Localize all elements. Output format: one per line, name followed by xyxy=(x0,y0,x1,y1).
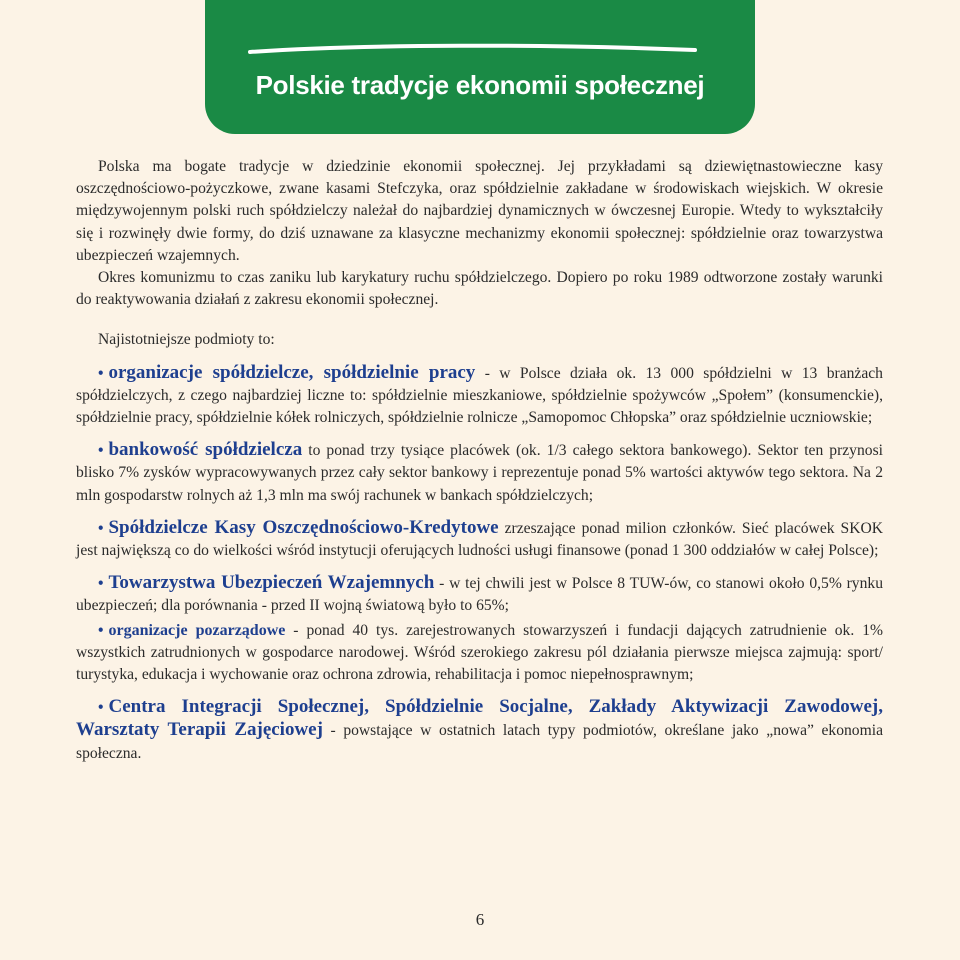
header-banner xyxy=(205,0,755,134)
document-body xyxy=(76,156,883,765)
list-heading: Najistotniejsze podmioty to: xyxy=(98,331,275,349)
bullet-icon: • xyxy=(98,575,104,593)
list-item-keyword: organizacje spółdzielcze, spółdzielnie pracy xyxy=(108,361,476,383)
page-number: 6 xyxy=(475,910,485,929)
list-item-keyword: Centra Integracji Społecznej, Spółdzielnie Socjalne, Zakłady Aktywizacji Zawodowej, Warsztaty Terapii Zajęciowej xyxy=(76,696,883,741)
intro-paragraph-2: Okres komunizmu to czas zaniku lub karykatury ruchu spółdzielczego. Dopiero po roku 1989 odtworzone zostały warunki do reaktywowania działań z zakresu ekonomii społecznej. xyxy=(76,269,883,309)
list-item-text: - powstające w ostatnich latach typy podmiotów, określane jako „nowa” ekonomia społeczna. xyxy=(76,722,883,762)
list-item xyxy=(76,517,883,562)
intro-paragraph: Polska ma bogate tradycje w dziedzinie ekonomii społecznej. Jej przykładami są dziewiętnastowieczne kasy oszczędnościowo-pożyczkowe, zwane kasami Stefczyka, oraz spółdzielnie zakładane w środowiskach wiejskich. W okresie międzywojennym polski ruch spółdzielczy należał do najbardziej dynamicznych w ówczesnej Europie. Wtedy to wykształciły się i rozwinęły dwie formy, do dziś uznawane za klasyczne mechanizmy ekonomii społecznej: spółdzielnie oraz towarzystwa ubezpieczeń wzajemnych. xyxy=(76,158,883,264)
list-item-keyword: Towarzystwa Ubezpieczeń Wzajemnych xyxy=(108,572,435,594)
list-item-text: - w Polsce działa ok. 13 000 spółdzielni w 13 branżach spółdzielczych, z czego najbardziej liczne to: spółdzielnie mieszkaniowe, spółdzielnie spożywców „Społem” (konsumenckie), spółdzielnie pracy, spółdzielnie kółek rolniczych, spółdzielnie rolnicze „Samopomoc Chłopska” oraz spółdzielnie uczniowskie; xyxy=(76,364,883,427)
list-item-text: - ponad 40 tys. zarejestrowanych stowarzyszeń i fundacji dających zatrudnienie ok. 1% wszystkich zatrudnionych w gospodarce narodowej. Wśród szerokiego zakresu pól działania pierwsze miejsca zajmują: sport/ turystyka, edukacja i wychowanie oraz ochrona zdrowia, rehabilitacja i pomoc niepełnosprawnym; xyxy=(76,621,883,684)
list-item-text: - w tej chwili jest w Polsce 8 TUW-ów, co stanowi około 0,5% rynku ubezpieczeń; dla porównania - przed II wojną światową było to 65%; xyxy=(76,575,883,615)
list-item xyxy=(76,439,883,507)
list-item-text: to ponad trzy tysiące placówek (ok. 1/3 całego sektora bankowego). Sektor ten przynosi blisko 7% zysków wypracowywanych przez cały sektor bankowy i reprezentuje ponad 5% wartości aktywów tego sektora. Na 2 mln gospodarstw rolnych aż 1,3 mln ma swój rachunek w bankach spółdzielczych; xyxy=(76,442,883,504)
list-item-text: zrzeszające ponad milion członków. Sieć placówek SKOK jest największą co do wielkości wśród instytucji oferujących ludności usługi finansowe (ponad 1 300 oddziałów w całej Polsce); xyxy=(76,519,883,560)
page-title: Polskie tradycje ekonomii społecznej xyxy=(255,70,705,100)
bullet-icon: • xyxy=(98,519,104,537)
list-item xyxy=(76,696,883,765)
bullet-icon: • xyxy=(98,442,104,460)
bullet-icon: • xyxy=(98,621,104,639)
list-item-keyword: organizacje pozarządowe xyxy=(108,621,286,639)
list-item-keyword: bankowość spółdzielcza xyxy=(108,439,303,461)
list-item xyxy=(76,362,883,430)
list-item xyxy=(76,572,883,617)
decorative-swoosh xyxy=(245,30,705,60)
bullet-icon: • xyxy=(98,699,104,717)
list-item-keyword: Spółdzielcze Kasy Oszczędnościowo-Kredytowe xyxy=(108,516,499,538)
bullet-icon: • xyxy=(98,364,104,382)
list-item xyxy=(76,620,883,687)
